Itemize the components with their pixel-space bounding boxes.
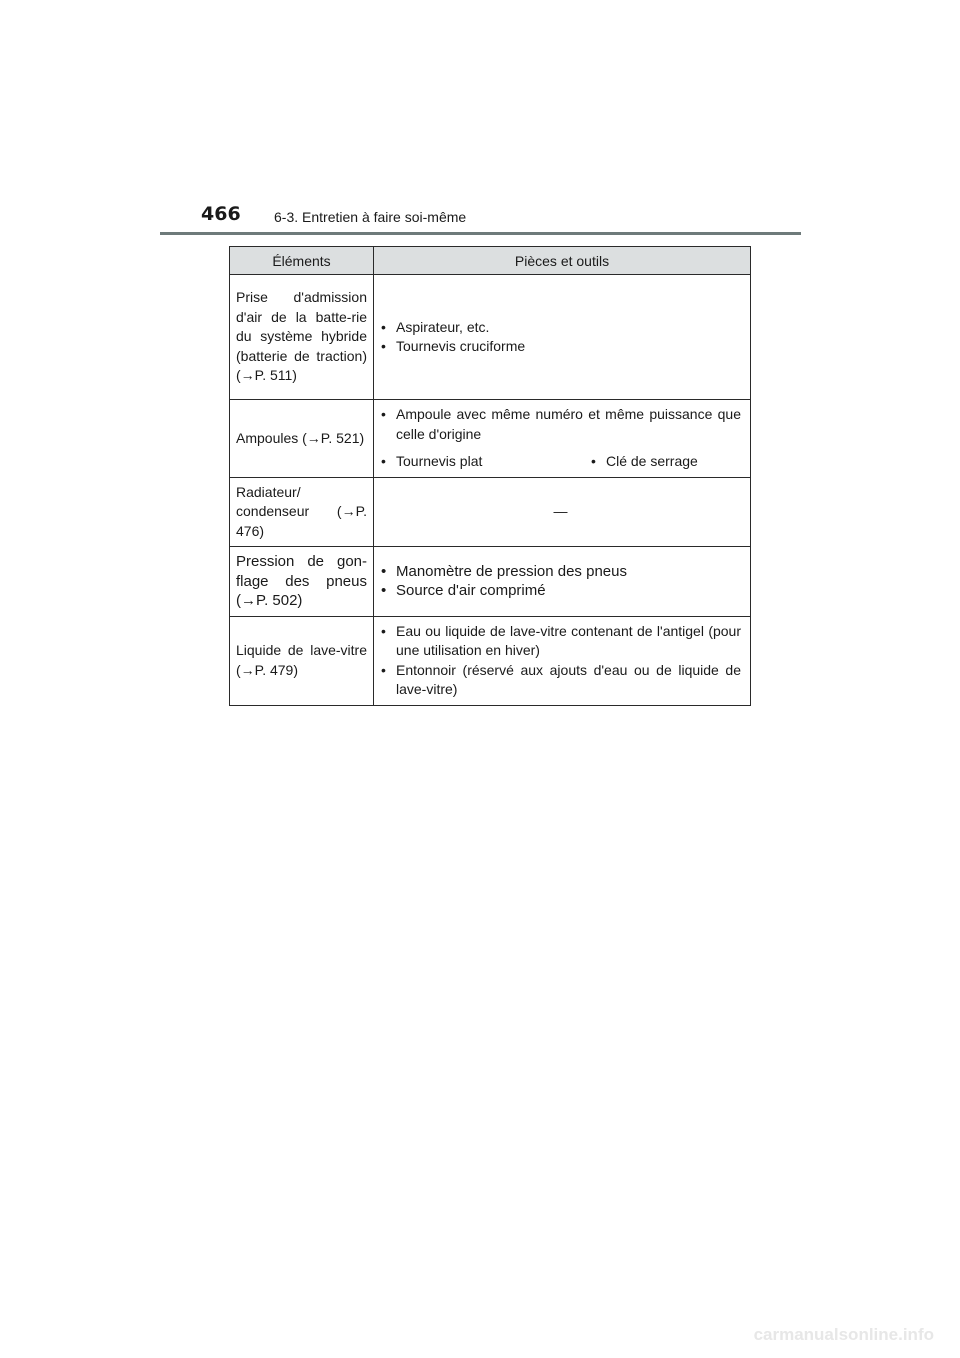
item-cell: Pression de gon-flage des pneus (→P. 502) [230,547,374,617]
table-row [230,547,751,617]
page-number: 466 [201,203,241,225]
list-item: • Eau ou liquide de lave-vitre contenant de l'antigel (pour une utilisation en hiver) [380,622,741,661]
item-cell: Ampoules (→P. 521) [230,400,374,478]
tools-cell-empty: — [374,477,751,547]
tools-cell [374,275,751,400]
tools-cell [374,400,751,478]
list-item: • Clé de serrage [590,452,698,472]
tools-list [380,562,741,601]
item-cell: Radiateur/ condenseur (→P. 476) [230,477,374,547]
header-rule [160,232,801,235]
tools-cell [374,616,751,705]
item-cell: Liquide de lave-vitre (→P. 479) [230,616,374,705]
list-item: • Entonnoir (réservé aux ajouts d'eau ou de liquide de lave-vitre) [380,661,741,700]
table-row [230,400,751,478]
table-row [230,616,751,705]
tools-cell [374,547,751,617]
watermark: carmanualsonline.info [753,1325,934,1344]
section-title: 6-3. Entretien à faire soi-même [274,209,467,225]
tools-pair [380,452,741,472]
table-row [230,477,751,547]
table-row [230,275,751,400]
list-item: • Tournevis plat [380,452,590,472]
list-item: • Aspirateur, etc. [380,318,741,338]
tools-list [380,405,741,444]
list-item: • Tournevis cruciforme [380,337,741,357]
list-item: • Manomètre de pression des pneus [380,562,741,582]
column-header-items: Éléments [230,247,374,275]
table-header-row [230,247,751,275]
item-cell: Prise d'admission d'air de la batte-rie du système hybride (batterie de traction) (→P. 511) [230,275,374,400]
list-item: • Source d'air comprimé [380,581,741,601]
list-item: • Ampoule avec même numéro et même puissance que celle d'origine [380,405,741,444]
column-header-tools: Pièces et outils [374,247,751,275]
parts-and-tools-table [229,246,751,706]
tools-list [380,622,741,700]
tools-list [380,318,741,357]
